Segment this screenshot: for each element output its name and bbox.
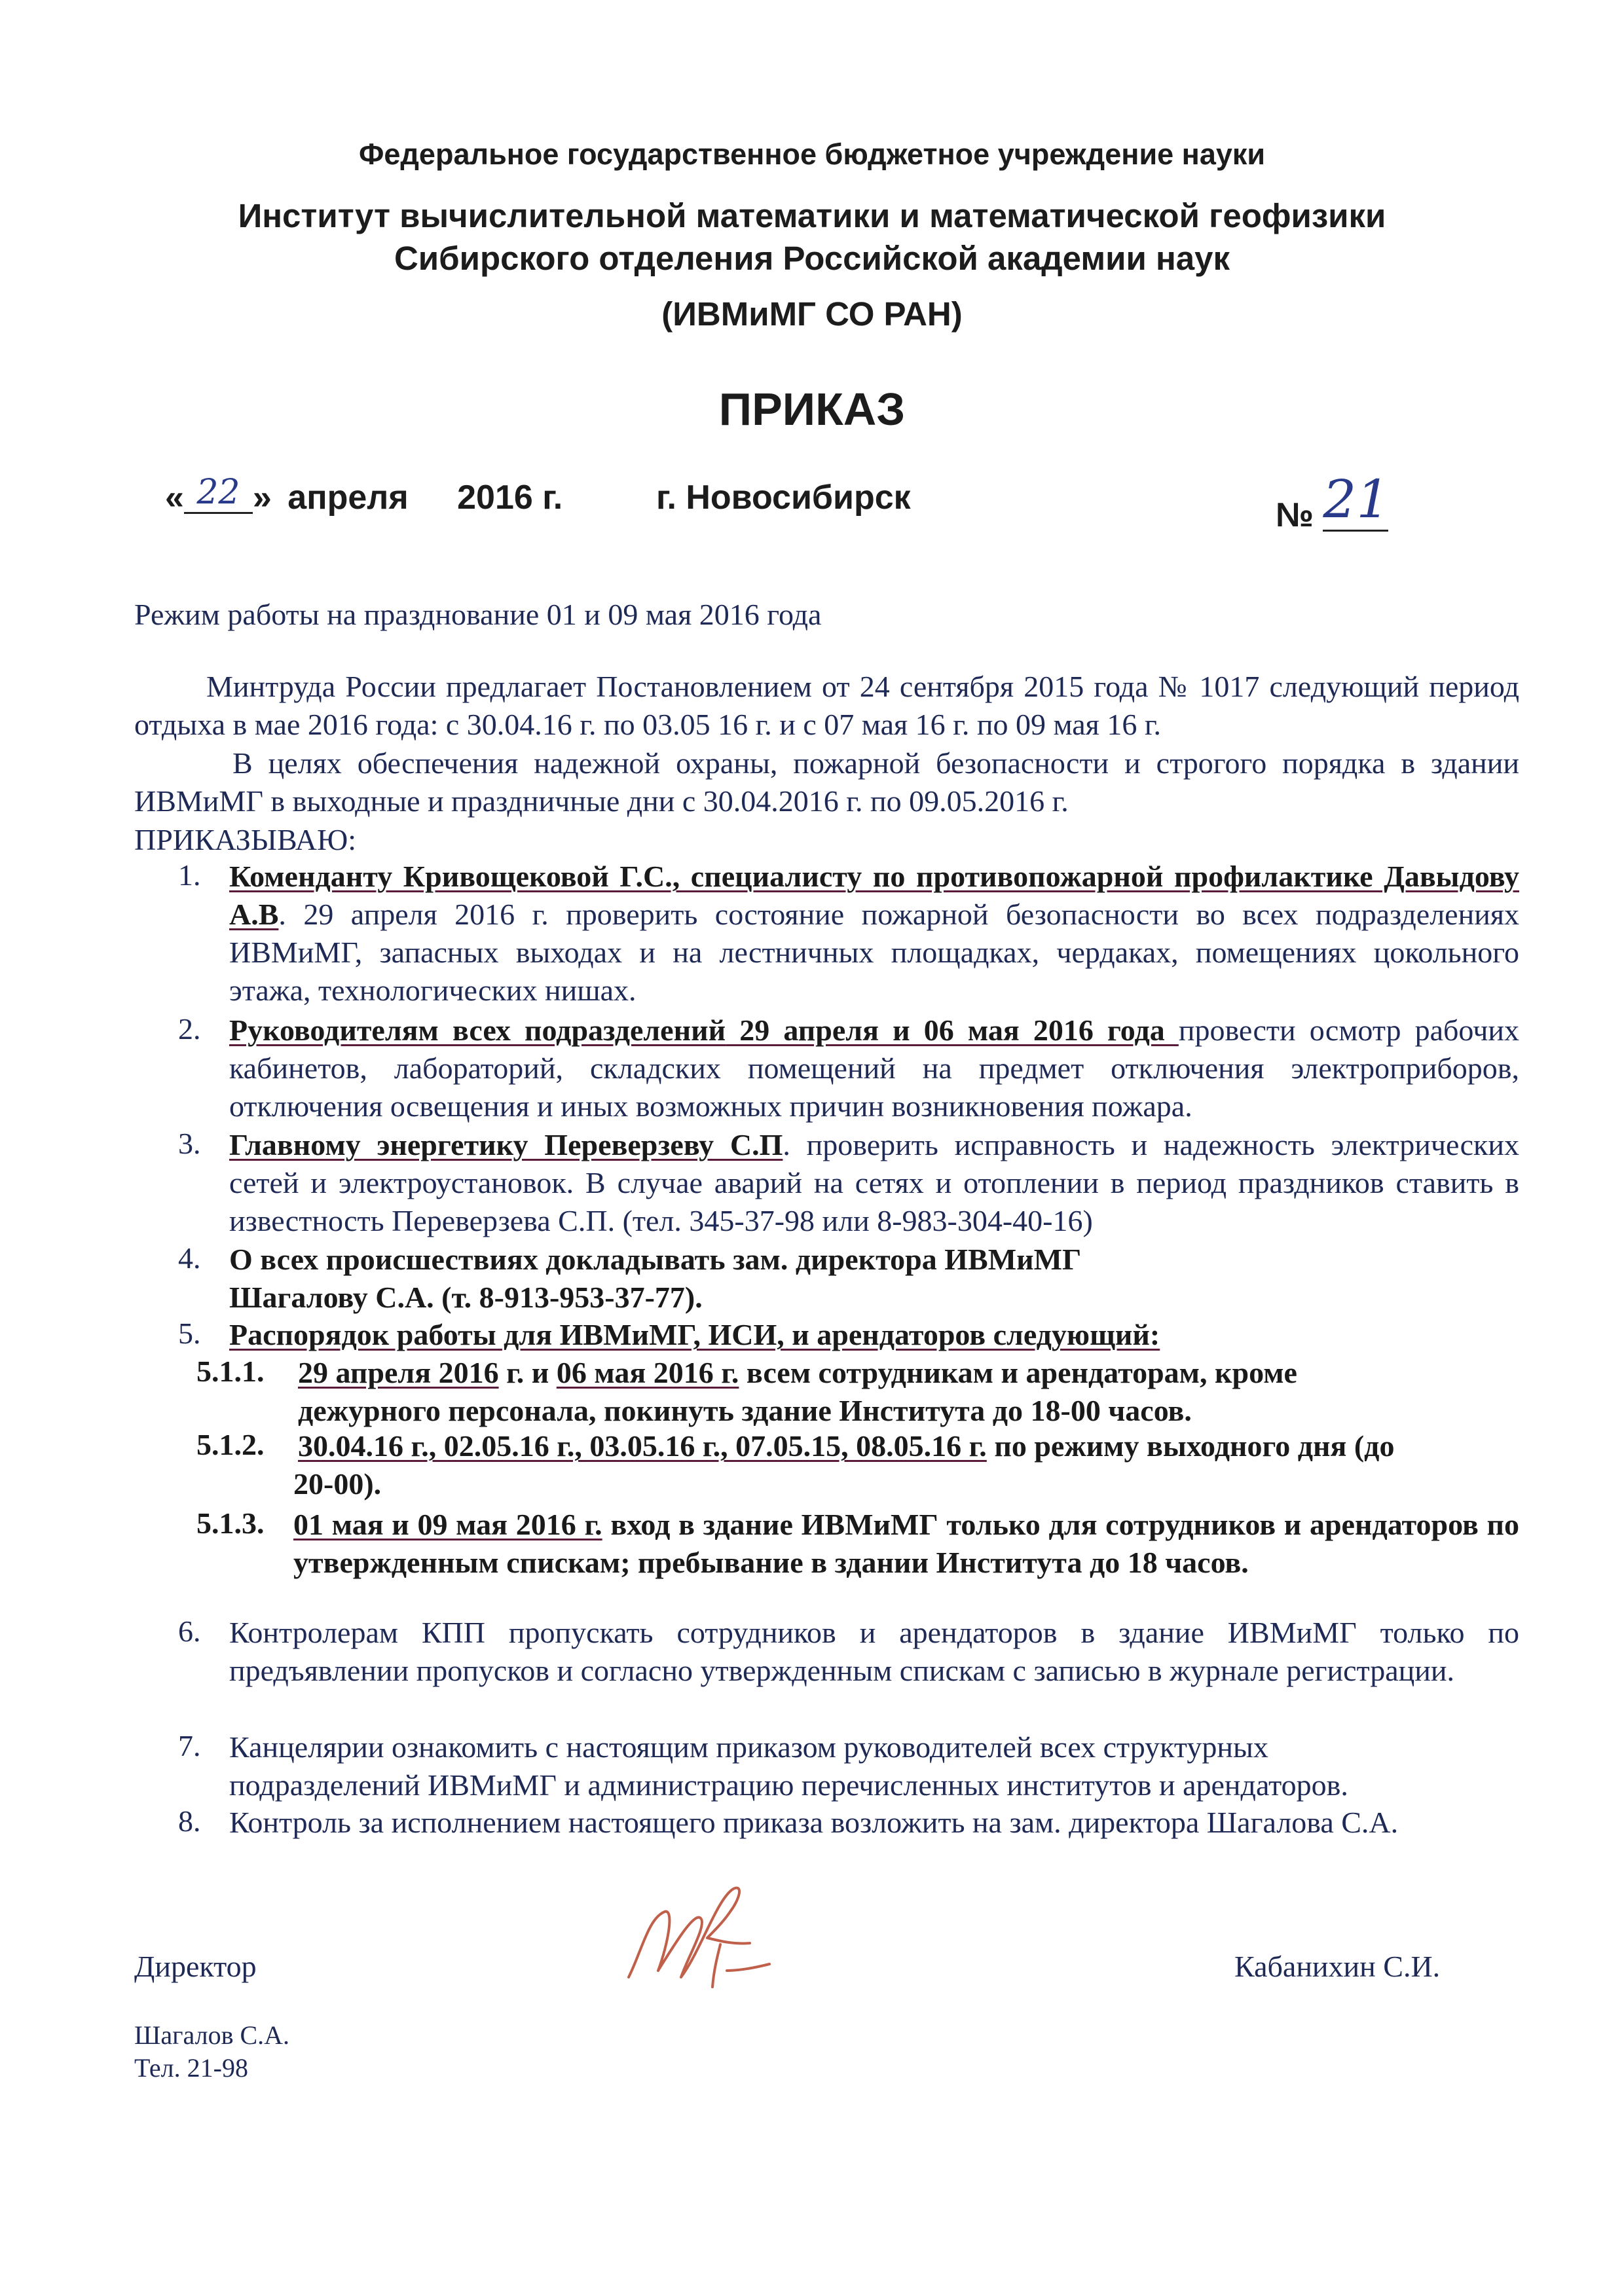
org-type-line: Федеральное государственное бюджетное учреждение науки xyxy=(358,137,1266,171)
branch-name-line: Сибирского отделения Российской академии наук xyxy=(394,240,1230,277)
executor-phone: Тел. 21-98 xyxy=(134,2053,248,2083)
number-label: № xyxy=(1276,496,1314,534)
subitem-text: дежурного персонала, покинуть здание Института до 18-00 часов. xyxy=(298,1394,1192,1427)
item-number: 4. xyxy=(178,1241,201,1275)
item-number: 8. xyxy=(178,1804,201,1838)
intro-paragraph-2: В целях обеспечения надежной охраны, пожарной безопасности и строгого порядка в здании ИВМиМГ в выходные и праздничные дни с 30.04.2016 г. по 09.05.2016 г. xyxy=(134,746,1519,818)
subitem-text: вход в здание ИВМиМГ только для сотрудников и арендаторов по утвержденным спискам; пребывание в здании Института до 18 часов. xyxy=(293,1508,1519,1579)
item-number: 3. xyxy=(178,1127,201,1160)
subitem-date: 06 мая 2016 г. xyxy=(556,1356,739,1389)
item-text: . проверить исправность и надежность электрических сетей и электроустановок. В случае аварий на сетях и отоплении в период праздников ставить в известность Переверзева С.П. (тел. 345-37-98 или 8-983-304-40-16) xyxy=(229,1128,1519,1237)
signature-mark xyxy=(602,1872,799,2003)
subitem xyxy=(298,1427,1519,1465)
date-day: 22 xyxy=(184,473,253,514)
institute-name-line: Институт вычислительной математики и математической геофизики xyxy=(238,197,1386,234)
list-item xyxy=(229,1241,1519,1317)
subitem-text: по режиму выходного дня (до xyxy=(986,1429,1395,1463)
item-line: подразделений ИВМиМГ и администрацию перечисленных институтов и арендаторов. xyxy=(229,1768,1348,1802)
date-year: 2016 г. xyxy=(457,479,563,517)
item-number: 1. xyxy=(178,858,201,892)
subitem-dates: 01 мая и 09 мая 2016 г. xyxy=(293,1508,602,1541)
item-responsible: Руководителям всех подразделений xyxy=(229,1013,726,1047)
list-item xyxy=(229,858,1519,1010)
item-text: Распорядок работы для ИВМиМГ, ИСИ, и арендаторов следующий: xyxy=(229,1318,1160,1351)
item-dates: 29 апреля и 06 мая 2016 года xyxy=(726,1013,1179,1047)
subitem-dates: 30.04.16 г., 02.05.16 г., 03.05.16 г., 07.05.15, 08.05.16 г. xyxy=(298,1429,987,1463)
subitem-text: всем сотрудникам и арендаторам, кроме xyxy=(739,1356,1297,1389)
date-row xyxy=(165,473,563,519)
subitem-text: г. и xyxy=(498,1356,557,1389)
list-item xyxy=(229,1316,1519,1354)
subitem-date: 29 апреля 2016 xyxy=(298,1356,499,1389)
subitem-number: 5.1.2. xyxy=(196,1428,265,1461)
number-value: 21 xyxy=(1323,469,1388,532)
list-item: Контроль за исполнением настоящего приказа возложить на зам. директора Шагалова С.А. xyxy=(229,1806,1399,1839)
close-quote: » xyxy=(252,479,272,517)
subitem xyxy=(293,1506,1519,1582)
item-responsible: Коменданту Кривощековой Г.С., специалисту по противопожарной профилактике Давыдову А.В xyxy=(229,860,1519,931)
item-responsible: Главному энергетику Переверзеву С.П xyxy=(229,1128,783,1161)
subitem-text: 20-00). xyxy=(293,1467,382,1501)
intro-paragraph-1: Минтруда России предлагает Постановлением от 24 сентября 2015 года № 1017 следующий период отдыха в мае 2016 года: с 30.04.16 г. по 03.05 16 г. и с 07 мая 16 г. по 09 мая 16 г. xyxy=(134,670,1519,741)
city: г. Новосибирск xyxy=(656,479,911,517)
institute-abbreviation: (ИВМиМГ СО РАН) xyxy=(661,295,963,333)
item-number: 6. xyxy=(178,1614,201,1648)
order-number xyxy=(1276,469,1390,541)
executor-name: Шагалов С.А. xyxy=(134,2020,290,2050)
director-name: Кабанихин С.И. xyxy=(1234,1950,1441,1983)
item-text: провести осмотр рабочих кабинетов, лабораторий, складских помещений на предмет отключения электроприборов, отключения освещения и иных возможных причин возникновения пожара. xyxy=(229,1013,1519,1123)
document-title: ПРИКАЗ xyxy=(718,384,906,435)
item-line: Шагалову С.А. (т. 8-913-953-37-77). xyxy=(229,1281,703,1314)
list-item xyxy=(229,1011,1519,1125)
item-line: Канцелярии ознакомить с настоящим приказом руководителей всех структурных xyxy=(229,1730,1268,1764)
open-quote: « xyxy=(165,479,184,517)
item-number: 5. xyxy=(178,1317,201,1350)
order-word: ПРИКАЗЫВАЮ: xyxy=(134,823,357,856)
item-text: . 29 апреля 2016 г. проверить состояние пожарной безопасности во всех подразделениях ИВМиМГ, запасных выходах и на лестничных площадках, чердаках, помещениях цокольного этажа, технологических нишах. xyxy=(229,898,1519,1007)
item-number: 2. xyxy=(178,1012,201,1046)
order-subject: Режим работы на празднование 01 и 09 мая 2016 года xyxy=(134,598,822,631)
list-item xyxy=(229,1728,1519,1804)
date-month: апреля xyxy=(287,479,409,517)
subitem-number: 5.1.1. xyxy=(196,1355,265,1388)
item-line: О всех происшествиях докладывать зам. директора ИВМиМГ xyxy=(229,1243,1082,1276)
subitem xyxy=(298,1354,1519,1430)
item-number: 7. xyxy=(178,1729,201,1762)
subitem-number: 5.1.3. xyxy=(196,1506,265,1540)
list-item: Контролерам КПП пропускать сотрудников и арендаторов в здание ИВМиМГ только по предъявлении пропусков и согласно утвержденным спискам с записью в журнале регистрации. xyxy=(229,1616,1519,1687)
list-item xyxy=(229,1126,1519,1240)
director-title: Директор xyxy=(134,1950,257,1983)
